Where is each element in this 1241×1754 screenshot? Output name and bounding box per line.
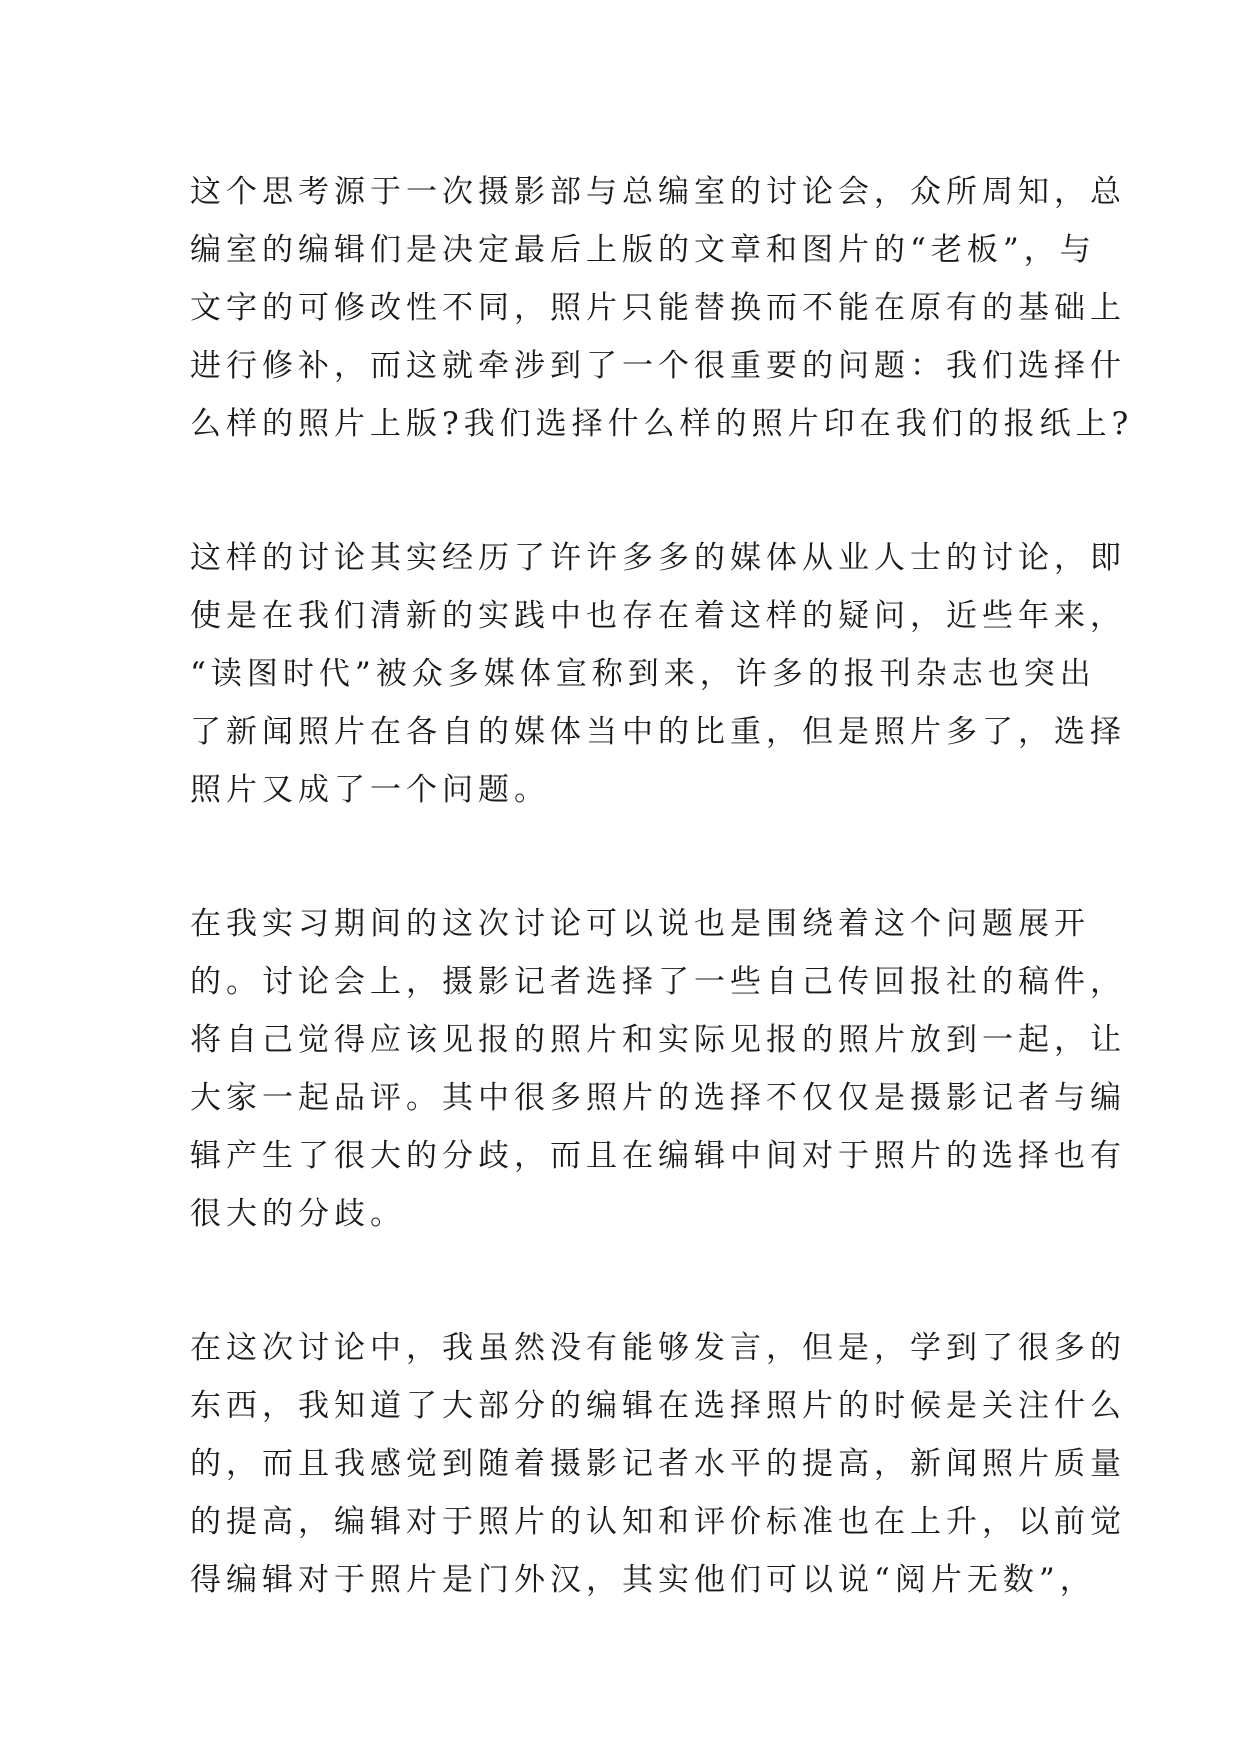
text-line: 将自己觉得应该见报的照片和实际见报的照片放到一起，让	[190, 1022, 1126, 1058]
text-line: 辑产生了很大的分歧，而且在编辑中间对于照片的选择也有	[190, 1138, 1126, 1174]
text-line: 的。讨论会上，摄影记者选择了一些自己传回报社的稿件，	[190, 964, 1126, 1000]
paragraph-2	[190, 529, 1126, 819]
text-line: 大家一起品评。其中很多照片的选择不仅仅是摄影记者与编	[190, 1080, 1126, 1116]
text-line: 使是在我们清新的实践中也存在着这样的疑问，近些年来，	[190, 598, 1126, 634]
text-line: 的，而且我感觉到随着摄影记者水平的提高，新闻照片质量	[190, 1446, 1126, 1482]
text-line: 东西，我知道了大部分的编辑在选择照片的时候是关注什么	[190, 1388, 1126, 1424]
text-line: 在这次讨论中，我虽然没有能够发言，但是，学到了很多的	[190, 1330, 1126, 1366]
text-line: 的提高，编辑对于照片的认知和评价标准也在上升，以前觉	[190, 1504, 1126, 1540]
text-line: 了新闻照片在各自的媒体当中的比重，但是照片多了，选择	[190, 714, 1126, 750]
text-line: “读图时代”被众多媒体宣称到来，许多的报刊杂志也突出	[190, 656, 1096, 692]
paragraph-4	[190, 1319, 1126, 1609]
text-line: 文字的可修改性不同，照片只能替换而不能在原有的基础上	[190, 290, 1126, 326]
text-line: 进行修补，而这就牵涉到了一个很重要的问题：我们选择什	[190, 348, 1126, 384]
text-line: 在我实习期间的这次讨论可以说也是围绕着这个问题展开	[190, 906, 1090, 942]
text-line: 照片又成了一个问题。	[190, 772, 550, 808]
document-body	[190, 163, 1134, 1609]
text-line: 得编辑对于照片是门外汉，其实他们可以说“阅片无数”，	[190, 1562, 1096, 1598]
paragraph-1	[190, 163, 1134, 453]
text-line: 么样的照片上版?我们选择什么样的照片印在我们的报纸上?	[190, 406, 1134, 442]
text-line: 编室的编辑们是决定最后上版的文章和图片的“老板”，与	[190, 232, 1096, 268]
text-line: 很大的分歧。	[190, 1196, 406, 1232]
paragraph-3	[190, 895, 1126, 1243]
text-line: 这个思考源于一次摄影部与总编室的讨论会，众所周知，总	[190, 174, 1126, 210]
text-line: 这样的讨论其实经历了许许多多的媒体从业人士的讨论，即	[190, 540, 1126, 576]
